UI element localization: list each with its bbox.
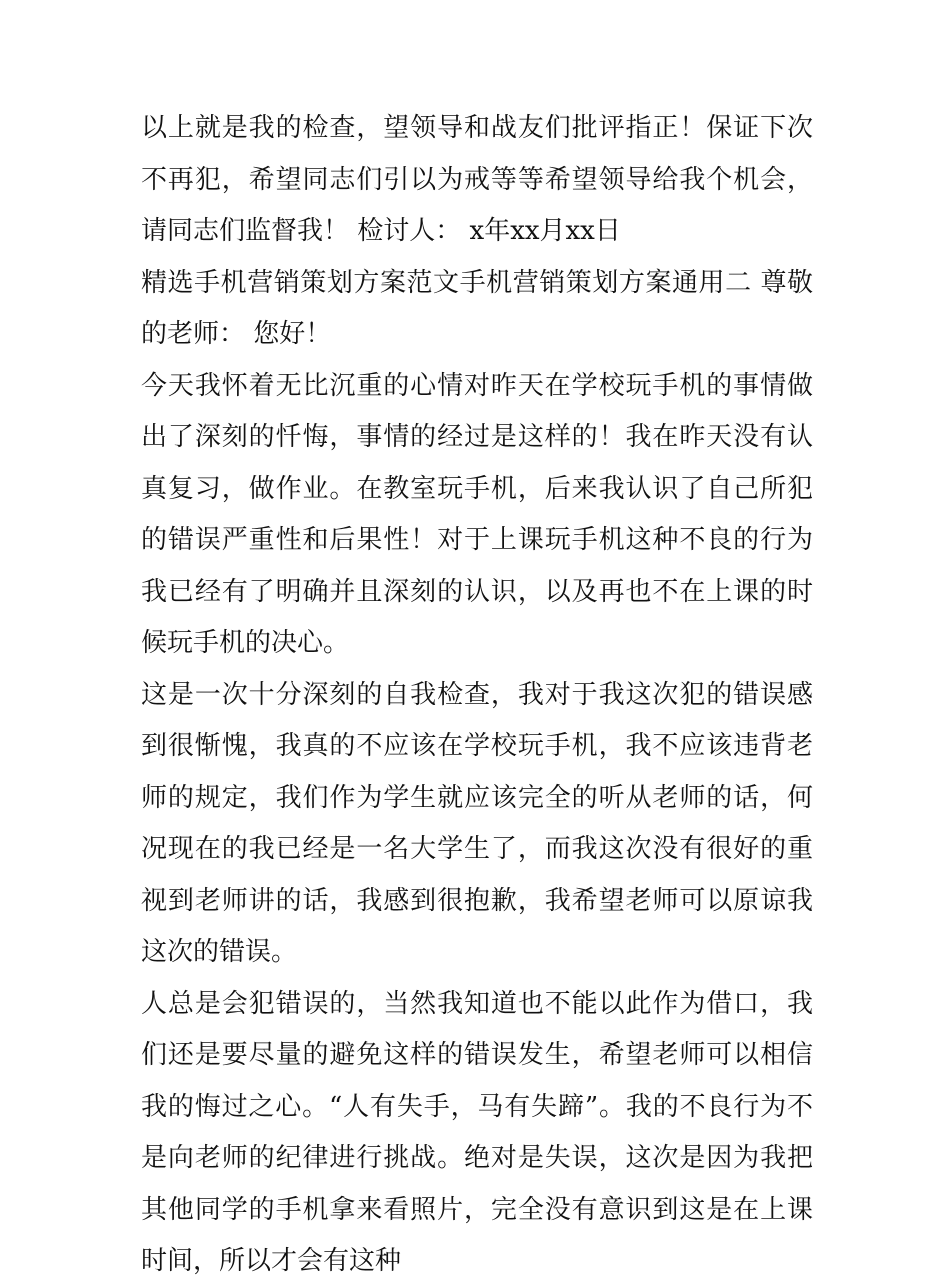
- document-body: [141, 103, 813, 1288]
- paragraph-self-examination: 这是一次十分深刻的自我检查，我对于我这次犯的错误感到很惭愧，我真的不应该在学校玩手机，我不应该违背老师的规定，我们作为学生就应该完全的听从老师的话，何况现在的我已经是一名大学生了，而我这次没有很好的重视到老师讲的话，我感到很抱歉，我希望老师可以原谅我这次的错误。: [141, 679, 813, 967]
- paragraph-confession: 今天我怀着无比沉重的心情对昨天在学校玩手机的事情做出了深刻的忏悔，事情的经过是这样的！我在昨天没有认真复习，做作业。在教室玩手机，后来我认识了自己所犯的错误严重性和后果性！对于上课玩手机这种不良的行为我已经有了明确并且深刻的认识，以及再也不在上课的时候玩手机的决心。: [141, 370, 813, 658]
- paragraph-closing-signature: 以上就是我的检查，望领导和战友们批评指正！保证下次不再犯，希望同志们引以为戒等等希望领导给我个机会，请同志们监督我！ 检讨人： x年xx月xx日: [141, 113, 813, 246]
- paragraph-title-greeting: 精选手机营销策划方案范文手机营销策划方案通用二 尊敬的老师： 您好！: [141, 267, 813, 349]
- paragraph-apology: 人总是会犯错误的，当然我知道也不能以此作为借口，我们还是要尽量的避免这样的错误发生，希望老师可以相信我的悔过之心。“人有失手，马有失蹄”。我的不良行为不是向老师的纪律进行挑战。绝对是失误，这次是因为我把其他同学的手机拿来看照片，完全没有意识到这是在上课时间，所以才会有这种: [141, 988, 813, 1276]
